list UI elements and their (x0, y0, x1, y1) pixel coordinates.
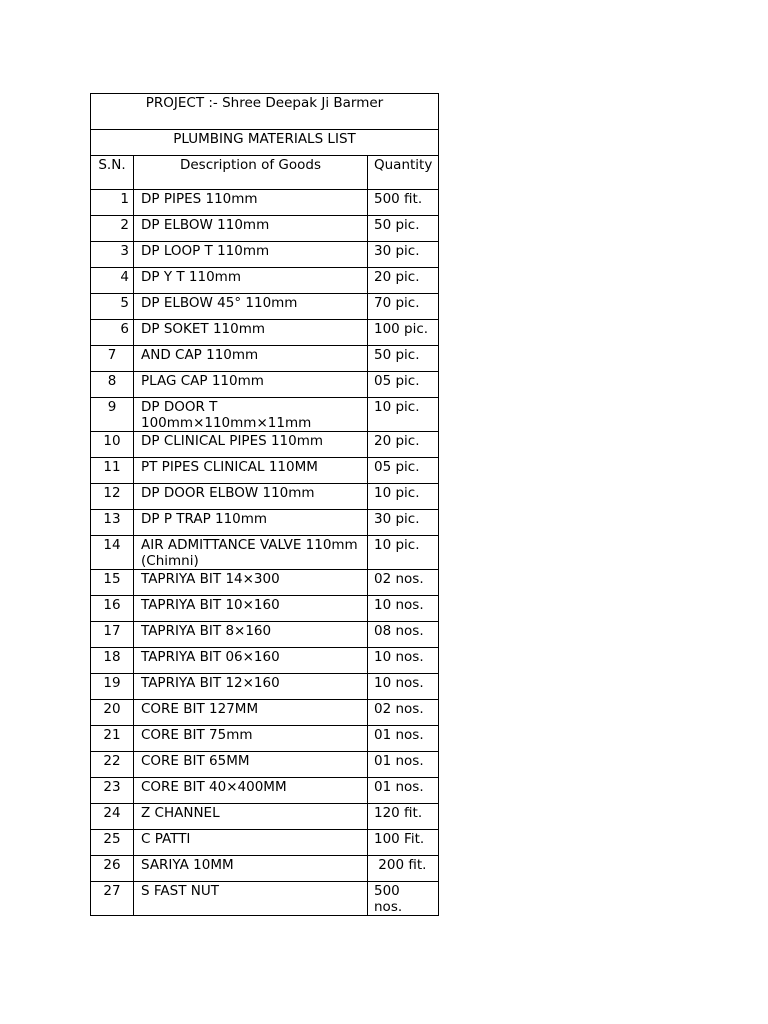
row-quantity: 70 pic. (368, 294, 439, 320)
row-serial-number: 21 (91, 726, 134, 752)
row-quantity: 01 nos. (368, 752, 439, 778)
table-row (91, 570, 439, 596)
row-serial-number: 24 (91, 804, 134, 830)
row-serial-number: 22 (91, 752, 134, 778)
list-title-row (91, 130, 439, 156)
table-row (91, 320, 439, 346)
row-description: DP Y T 110mm (134, 268, 368, 294)
row-description: DP PIPES 110mm (134, 190, 368, 216)
row-serial-number: 25 (91, 830, 134, 856)
table-row (91, 596, 439, 622)
row-description: DP LOOP T 110mm (134, 242, 368, 268)
table-row (91, 700, 439, 726)
row-quantity: 20 pic. (368, 432, 439, 458)
row-serial-number: 9 (91, 398, 134, 432)
row-serial-number: 20 (91, 700, 134, 726)
row-serial-number: 16 (91, 596, 134, 622)
table-row (91, 346, 439, 372)
row-quantity: 01 nos. (368, 726, 439, 752)
header-quantity: Quantity (368, 156, 439, 190)
row-description: Z CHANNEL (134, 804, 368, 830)
row-quantity: 100 Fit. (368, 830, 439, 856)
table-row (91, 268, 439, 294)
row-description: PT PIPES CLINICAL 110MM (134, 458, 368, 484)
row-quantity: 200 fit. (368, 856, 439, 882)
row-serial-number: 27 (91, 882, 134, 916)
table-row (91, 432, 439, 458)
row-quantity: 120 fit. (368, 804, 439, 830)
table-row (91, 510, 439, 536)
row-description: TAPRIYA BIT 12×160 (134, 674, 368, 700)
row-description: CORE BIT 127MM (134, 700, 368, 726)
table-row (91, 190, 439, 216)
row-serial-number: 26 (91, 856, 134, 882)
row-description: CORE BIT 65MM (134, 752, 368, 778)
row-quantity: 500 fit. (368, 190, 439, 216)
row-description: TAPRIYA BIT 10×160 (134, 596, 368, 622)
row-quantity: 10 nos. (368, 648, 439, 674)
row-serial-number: 6 (91, 320, 134, 346)
row-description: DP DOOR ELBOW 110mm (134, 484, 368, 510)
row-quantity: 02 nos. (368, 700, 439, 726)
table-row (91, 536, 439, 570)
table-row (91, 294, 439, 320)
table-row (91, 372, 439, 398)
row-serial-number: 18 (91, 648, 134, 674)
row-quantity: 10 nos. (368, 596, 439, 622)
table-row (91, 674, 439, 700)
table-row (91, 648, 439, 674)
list-title: PLUMBING MATERIALS LIST (91, 130, 439, 156)
row-description: C PATTI (134, 830, 368, 856)
row-serial-number: 4 (91, 268, 134, 294)
row-description: S FAST NUT (134, 882, 368, 916)
row-serial-number: 1 (91, 190, 134, 216)
row-quantity: 20 pic. (368, 268, 439, 294)
row-description: AND CAP 110mm (134, 346, 368, 372)
row-quantity: 08 nos. (368, 622, 439, 648)
row-serial-number: 13 (91, 510, 134, 536)
row-serial-number: 2 (91, 216, 134, 242)
table-row (91, 398, 439, 432)
row-serial-number: 17 (91, 622, 134, 648)
row-description: CORE BIT 40×400MM (134, 778, 368, 804)
plumbing-materials-table (90, 93, 439, 916)
row-serial-number: 19 (91, 674, 134, 700)
row-description: DP DOOR T 100mm×110mm×11mm (134, 398, 368, 432)
row-quantity: 01 nos. (368, 778, 439, 804)
table-row (91, 804, 439, 830)
project-title: PROJECT :- Shree Deepak Ji Barmer (91, 94, 439, 130)
table-row (91, 622, 439, 648)
row-quantity: 30 pic. (368, 510, 439, 536)
table-row (91, 882, 439, 916)
row-quantity: 10 nos. (368, 674, 439, 700)
row-serial-number: 14 (91, 536, 134, 570)
row-description: TAPRIYA BIT 14×300 (134, 570, 368, 596)
header-description: Description of Goods (134, 156, 368, 190)
row-quantity: 50 pic. (368, 216, 439, 242)
table-row (91, 778, 439, 804)
row-description: SARIYA 10MM (134, 856, 368, 882)
table-row (91, 830, 439, 856)
row-serial-number: 5 (91, 294, 134, 320)
table-row (91, 242, 439, 268)
row-quantity: 05 pic. (368, 372, 439, 398)
row-description: CORE BIT 75mm (134, 726, 368, 752)
row-description: AIR ADMITTANCE VALVE 110mm (Chimni) (134, 536, 368, 570)
row-serial-number: 23 (91, 778, 134, 804)
row-description: DP CLINICAL PIPES 110mm (134, 432, 368, 458)
table-row (91, 484, 439, 510)
row-quantity: 10 pic. (368, 398, 439, 432)
row-serial-number: 12 (91, 484, 134, 510)
table-row (91, 726, 439, 752)
table-row (91, 216, 439, 242)
row-description: DP ELBOW 45° 110mm (134, 294, 368, 320)
row-quantity: 50 pic. (368, 346, 439, 372)
table-row (91, 458, 439, 484)
row-quantity: 10 pic. (368, 536, 439, 570)
row-serial-number: 15 (91, 570, 134, 596)
row-description: TAPRIYA BIT 8×160 (134, 622, 368, 648)
project-row (91, 94, 439, 130)
row-serial-number: 10 (91, 432, 134, 458)
row-serial-number: 7 (91, 346, 134, 372)
row-quantity: 05 pic. (368, 458, 439, 484)
row-description: DP SOKET 110mm (134, 320, 368, 346)
table-row (91, 752, 439, 778)
row-description: DP P TRAP 110mm (134, 510, 368, 536)
row-serial-number: 8 (91, 372, 134, 398)
row-quantity (368, 882, 439, 916)
row-quantity-text: 500 nos. (374, 883, 403, 915)
row-quantity: 30 pic. (368, 242, 439, 268)
row-description: TAPRIYA BIT 06×160 (134, 648, 368, 674)
row-quantity: 10 pic. (368, 484, 439, 510)
row-serial-number: 3 (91, 242, 134, 268)
row-quantity: 02 nos. (368, 570, 439, 596)
header-sn: S.N. (91, 156, 134, 190)
row-quantity: 100 pic. (368, 320, 439, 346)
row-description: PLAG CAP 110mm (134, 372, 368, 398)
table-row (91, 856, 439, 882)
row-serial-number: 11 (91, 458, 134, 484)
header-row (91, 156, 439, 190)
row-description: DP ELBOW 110mm (134, 216, 368, 242)
